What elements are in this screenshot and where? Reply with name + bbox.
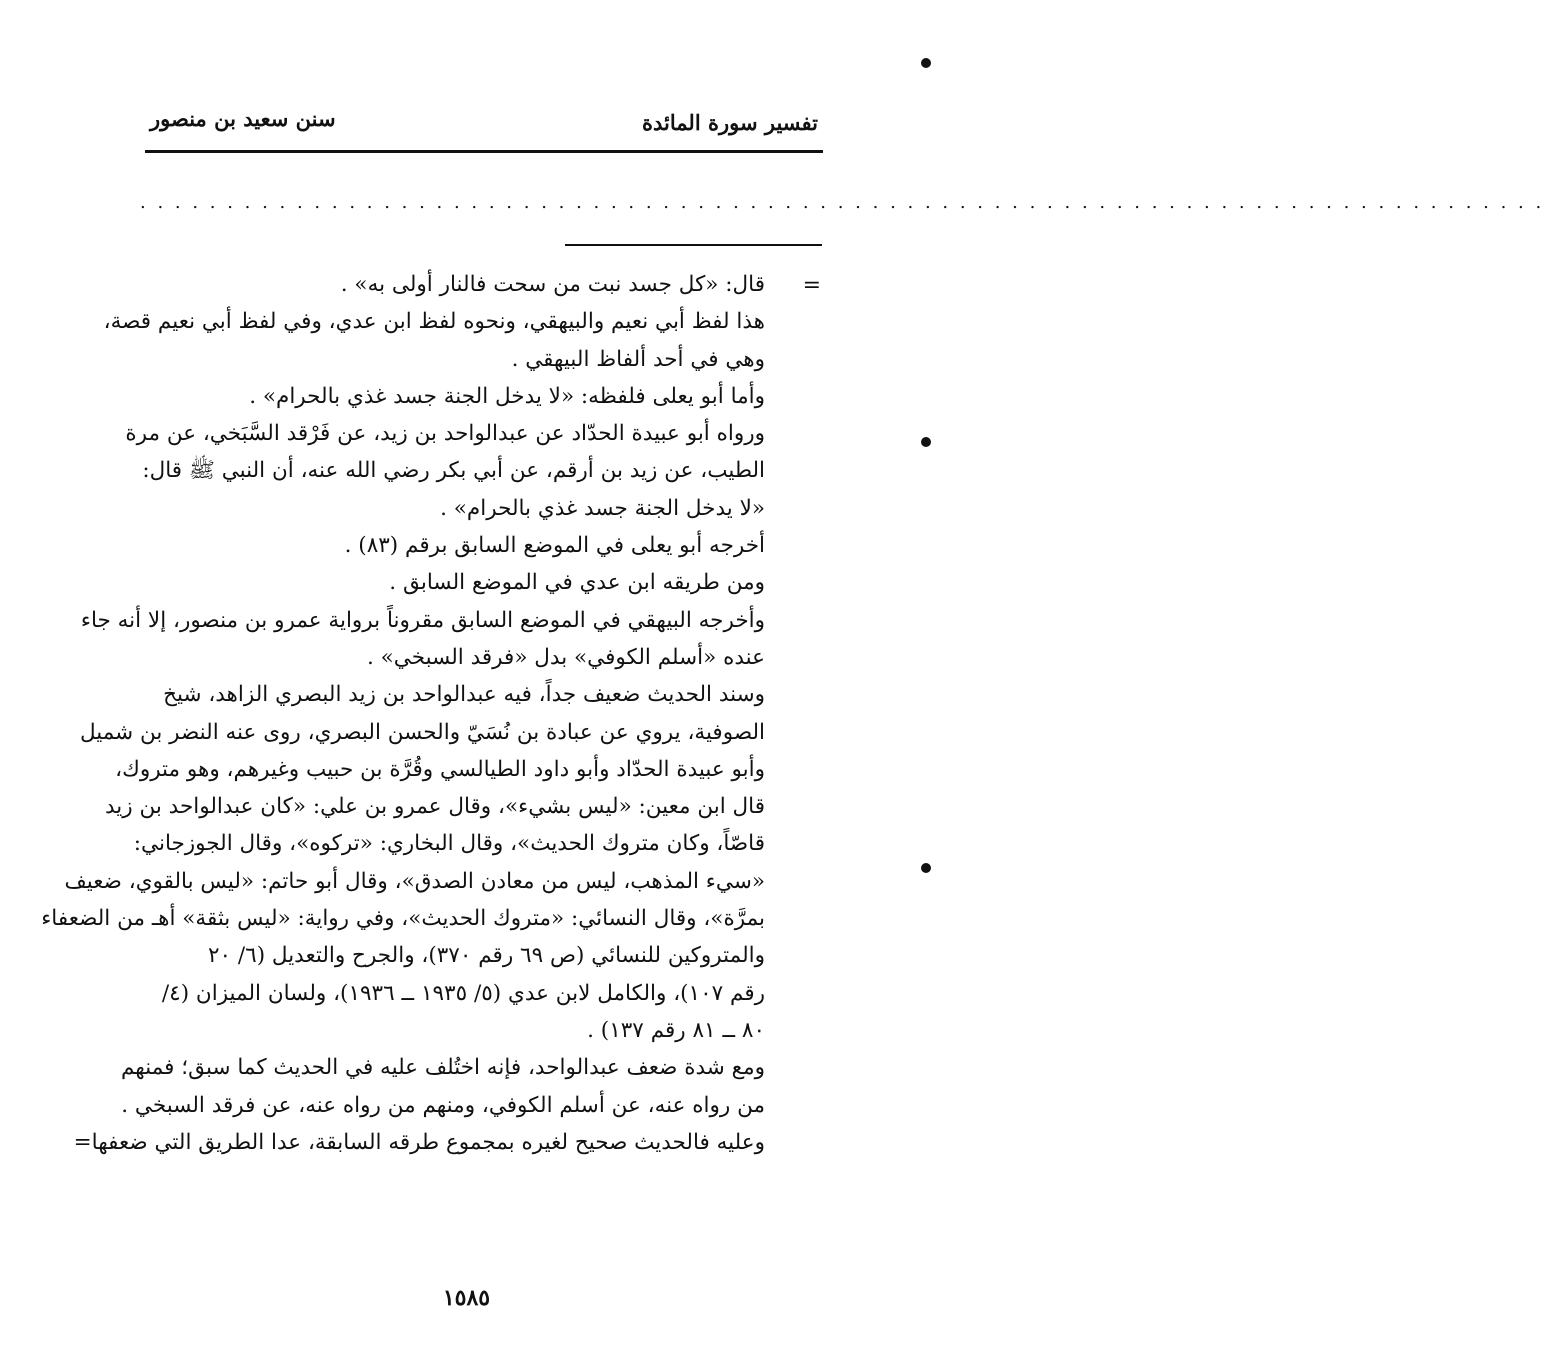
text-line: وأما أبو يعلى فلفظه: «لا يدخل الجنة جسد غذي بالحرام» . — [249, 383, 765, 409]
scan-edge-mark — [921, 58, 931, 68]
text-line: ٨٠ ــ ٨١ رقم ١٣٧) . — [587, 1017, 765, 1043]
text-line: قال ابن معين: «ليس بشيء»، وقال عمرو بن علي: «كان عبدالواحد بن زيد — [105, 794, 765, 820]
text-line: من رواه عنه، عن أسلم الكوفي، ومنهم من رواه عنه، عن فرقد السبخي . — [121, 1092, 765, 1118]
text-line: هذا لفظ أبي نعيم والبيهقي، ونحوه لفظ ابن عدي، وفي لفظ أبي نعيم قصة، — [103, 309, 765, 335]
text-line: «سيء المذهب، ليس من معادن الصدق»، وقال أبو حاتم: «ليس بالقوي، ضعيف — [64, 868, 765, 894]
footnote-text — [41, 266, 765, 1161]
text-line: وهي في أحد ألفاظ البيهقي . — [511, 346, 765, 372]
text-line: «لا يدخل الجنة جسد غذي بالحرام» . — [440, 495, 765, 521]
continuation-mark: = — [802, 273, 821, 298]
text-line: ومن طريقه ابن عدي في الموضع السابق . — [389, 570, 765, 596]
text-line: عنده «أسلم الكوفي» بدل «فرقد السبخي» . — [366, 644, 765, 670]
footnote-rule — [565, 244, 822, 246]
running-header-book: سنن سعيد بن منصور — [150, 106, 336, 131]
text-line: وعليه فالحديث صحيح لغيره بمجموع طرقه السابقة، عدا الطريق التي ضعفها= — [73, 1129, 765, 1155]
text-line: رقم ١٠٧)، والكامل لابن عدي (٥/ ١٩٣٥ ــ ١٩٣٦)، ولسان الميزان (٤/ — [161, 980, 765, 1006]
scan-edge-mark — [921, 437, 931, 447]
text-line: وأبو عبيدة الحدّاد وأبو داود الطيالسي وقُرَّة بن حبيب وغيرهم، وهو متروك، — [115, 756, 765, 782]
text-line: الصوفية، يروي عن عبادة بن نُسَيّ والحسن البصري، روى عنه النضر بن شميل — [79, 719, 765, 745]
header-rule — [145, 150, 823, 153]
text-line: ومع شدة ضعف عبدالواحد، فإنه اختُلف عليه في الحديث كما سبق؛ فمنهم — [121, 1055, 765, 1081]
text-line: أخرجه أبو يعلى في الموضع السابق برقم (٨٣) . — [344, 533, 765, 559]
page-number: ١٥٨٥ — [442, 1285, 491, 1311]
text-line: قال: «كل جسد نبت من سحت فالنار أولى به» . — [340, 272, 765, 297]
text-line: قاصّاً، وكان متروك الحديث»، وقال البخاري: «تركوه»، وقال الجوزجاني: — [133, 831, 765, 857]
text-line: وأخرجه البيهقي في الموضع السابق مقروناً برواية عمرو بن منصور، إلا أنه جاء — [80, 607, 765, 633]
text-line: بمرَّة»، وقال النسائي: «متروك الحديث»، وفي رواية: «ليس بثقة» أهـ من الضعفاء — [41, 906, 765, 932]
text-line: الطيب، عن زيد بن أرقم، عن أبي بكر رضي الله عنه، أن النبي ﷺ قال: — [142, 458, 765, 484]
text-line: ورواه أبو عبيدة الحدّاد عن عبدالواحد بن زيد، عن فَرْقد السَّبَخي، عن مرة — [125, 421, 765, 447]
running-header-surah: تفسير سورة المائدة — [642, 110, 818, 135]
text-line: والمتروكين للنسائي (ص ٦٩ رقم ٣٧٠)، والجرح والتعديل (٦/ ٢٠ — [207, 943, 765, 969]
text-line: وسند الحديث ضعيف جداً، فيه عبدالواحد بن زيد البصري الزاهد، شيخ — [163, 682, 765, 708]
dotted-separator: . . . . . . . . . . . . . . . . . . . . . . . . . . . . . . . . . . . . . . . . . . . . . . . . . . . . . . . . . . . . . . . . . . . . . . . . . . . . . . . . . — [140, 192, 1544, 213]
scan-edge-mark — [921, 863, 931, 873]
